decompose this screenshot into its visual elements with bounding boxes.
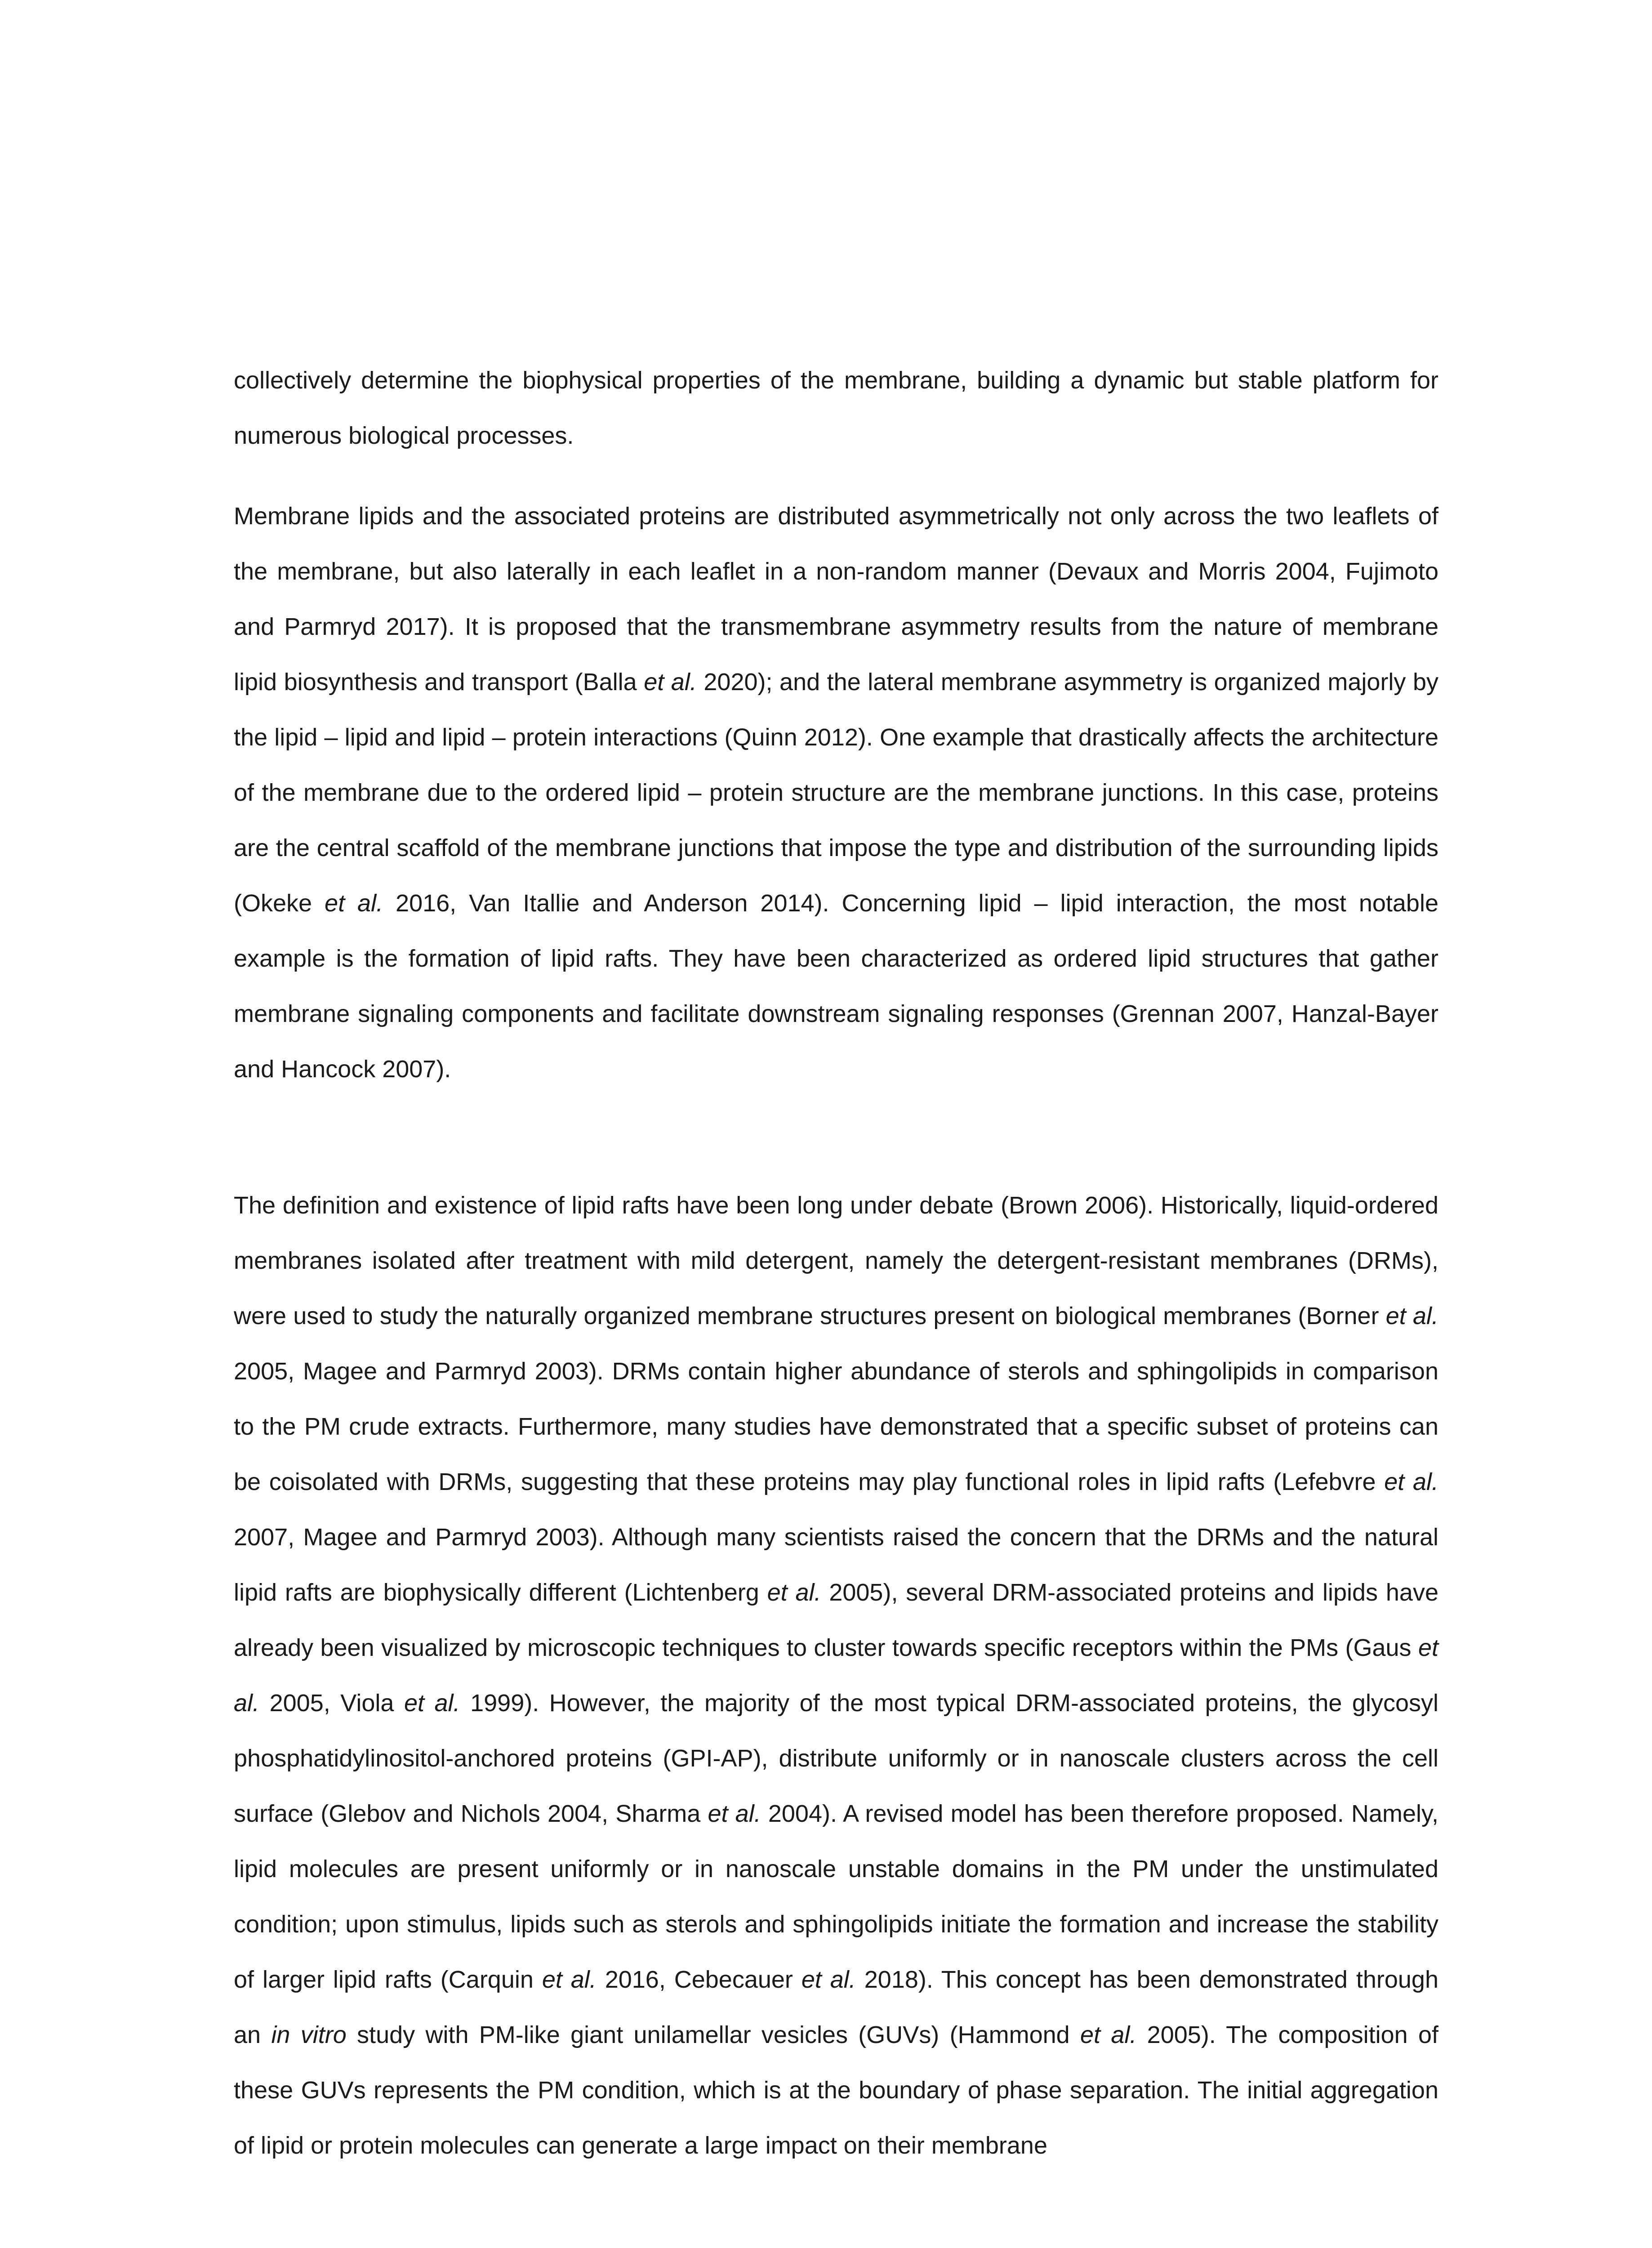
italic-text-run: et al. (644, 669, 697, 696)
italic-text-run: et al. (801, 1966, 856, 1993)
text-run: 2020); and the lateral membrane asymmetry is organized majorly by the lipid – lipid and lipid – protein interactions (Quinn 2012). One example that drastically affects the architecture of the membrane due to the ordered lipid – protein structure are the membrane junctions. In this case, proteins are the central scaffold of the membrane junctions that impose the type and distribution of the surrounding lipids (Okeke (234, 669, 1438, 917)
italic-text-run: in vitro (271, 2021, 347, 2048)
text-run: 2005, Magee and Parmryd 2003). DRMs contain higher abundance of sterols and sphingolipids in comparison to the PM crude extracts. Furthermore, many studies have demonstrated that a specific subset of proteins can be coisolated with DRMs, suggesting that these proteins may play functional roles in lipid rafts (Lefebvre (234, 1358, 1438, 1495)
text-run: collectively determine the biophysical properties of the membrane, building a dynamic but stable platform for numerous biological processes. (234, 367, 1438, 449)
paragraph-3 (234, 1178, 1438, 2173)
paragraph-2 (234, 489, 1438, 1097)
text-run: study with PM-like giant unilamellar vesicles (GUVs) (Hammond (346, 2021, 1080, 2048)
italic-text-run: et al. (1080, 2021, 1137, 2048)
paragraph-1 (234, 353, 1438, 464)
italic-text-run: et al. (542, 1966, 597, 1993)
text-run: 2018). This concept has been demonstrated through an (234, 1966, 1438, 2048)
text-run: Membrane lipids and the associated proteins are distributed asymmetrically not only across the two leaflets of the membrane, but also laterally in each leaflet in a non-random manner (Devaux and Morris 2004, Fujimoto and Parmryd 2017). It is proposed that the transmembrane asymmetry results from the nature of membrane lipid biosynthesis and transport (Balla (234, 503, 1438, 696)
italic-text-run: et al. (404, 1690, 460, 1717)
italic-text-run: et al. (1385, 1302, 1438, 1329)
italic-text-run: et al. (767, 1579, 821, 1606)
text-run: 2005), several DRM-associated proteins and lipids have already been visualized by microscopic techniques to cluster towards specific receptors within the PMs (Gaus (234, 1579, 1438, 1661)
text-run: The definition and existence of lipid rafts have been long under debate (Brown 2006). Historically, liquid-ordered membranes isolated after treatment with mild detergent, namely the detergent-resistant membranes (DRMs), were used to study the naturally organized membrane structures present on biological membranes (Borner (234, 1192, 1438, 1329)
italic-text-run: et al. (708, 1800, 761, 1827)
italic-text-run: et al. (234, 1634, 1438, 1717)
text-run: 2016, Van Itallie and Anderson 2014). Concerning lipid – lipid interaction, the most notable example is the formation of lipid rafts. They have been characterized as ordered lipid structures that gather membrane signaling components and facilitate downstream signaling responses (Grennan 2007, Hanzal-Bayer and Hancock 2007). (234, 890, 1438, 1083)
italic-text-run: et al. (325, 890, 383, 917)
text-run: 2005, Viola (259, 1690, 404, 1717)
text-run: 1999). However, the majority of the most typical DRM-associated proteins, the glycosyl phosphatidylinositol-anchored proteins (GPI-AP), distribute uniformly or in nanoscale clusters across the cell surface (Glebov and Nichols 2004, Sharma (234, 1690, 1438, 1827)
text-run: 2007, Magee and Parmryd 2003). Although many scientists raised the concern that the DRMs and the natural lipid rafts are biophysically different (Lichtenberg (234, 1524, 1438, 1606)
text-run: 2005). The composition of these GUVs represents the PM condition, which is at the boundary of phase separation. The initial aggregation of lipid or protein molecules can generate a large impact on their membrane (234, 2021, 1438, 2159)
text-run: 2004). A revised model has been therefore proposed. Namely, lipid molecules are present uniformly or in nanoscale unstable domains in the PM under the unstimulated condition; upon stimulus, lipids such as sterols and sphingolipids initiate the formation and increase the stability of larger lipid rafts (Carquin (234, 1800, 1438, 1993)
text-run: 2016, Cebecauer (596, 1966, 802, 1993)
italic-text-run: et al. (1384, 1468, 1438, 1495)
